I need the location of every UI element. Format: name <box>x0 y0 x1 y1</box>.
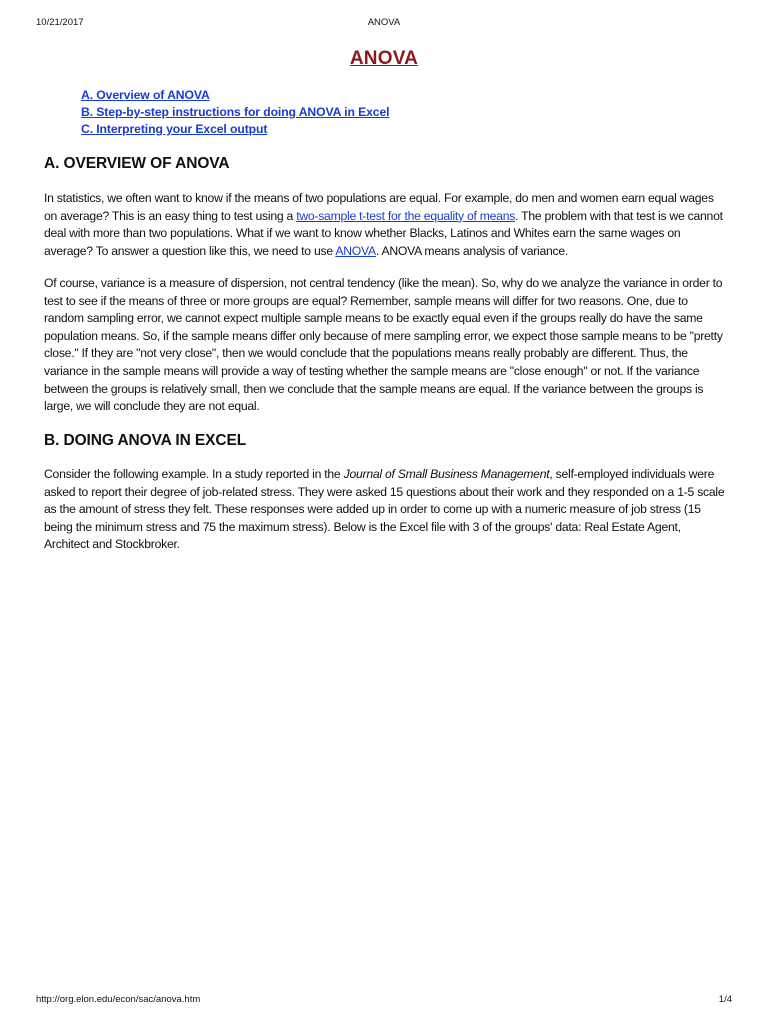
print-date: 10/21/2017 <box>36 17 84 28</box>
print-header-title: ANOVA <box>367 17 401 28</box>
footer-url: http://org.elon.edu/econ/sac/anova.htm <box>36 994 201 1005</box>
section-b-paragraph-1 <box>44 466 726 554</box>
t-test-link[interactable]: two-sample t-test for the equality of means <box>296 208 516 223</box>
text-span: . The problem with that test is we cannot deal with more than two populations. What if we want to know whether Blacks, Latinos and Whites earn the same wages on average? To answer a question like this, we need to use <box>44 208 723 258</box>
page-number: 1/4 <box>718 994 732 1005</box>
section-b-heading: B. DOING ANOVA IN EXCEL <box>44 432 247 449</box>
text-span: . ANOVA means analysis of variance. <box>375 243 569 258</box>
text-span: Consider the following example. In a study reported in the <box>44 467 344 481</box>
text-span: In statistics, we often want to know if the means of two populations are equal. For example, do men and women earn equal wages on average? This is an easy thing to test using a <box>44 191 714 223</box>
table-of-contents <box>81 87 389 138</box>
anova-link[interactable]: ANOVA <box>335 243 376 258</box>
toc-link-interpreting[interactable]: C. Interpreting your Excel output <box>81 122 268 136</box>
toc-link-instructions[interactable]: B. Step-by-step instructions for doing ANOVA in Excel <box>81 105 390 119</box>
text-span: , self-employed individuals were asked to report their degree of job-related stress. They were asked 15 questions about their work and they responded on a 1-5 scale as the amount of stress they felt. These responses were added up in order to come up with a numeric measure of job stress (15 being the minimum stress and 75 the maximum stress). Below is the Excel file with 3 of the groups' data: Real Estate Agent, Architect and Stockbroker. <box>44 467 725 552</box>
page-title: ANOVA <box>349 48 419 69</box>
section-a-paragraph-1 <box>44 190 726 260</box>
section-a-heading: A. OVERVIEW OF ANOVA <box>44 155 230 172</box>
toc-link-overview[interactable]: A. Overview of ANOVA <box>81 88 210 102</box>
section-a-paragraph-2: Of course, variance is a measure of dispersion, not central tendency (like the mean). So, why do we analyze the variance in order to test to see if the means of three or more groups are equal? Remember, sample means will differ for two reasons. One, due to random sampling error, we cannot expect multiple sample means to be exactly equal even if the groups really do have the same population means. So, if the sample means differ only because of mere sampling error, we expect those sample means to be "pretty close." If they are "not very close", then we would conclude that the populations means really probably are different. Thus, the variance in the sample means will provide a way of testing whether the sample means are "close enough" or not. If the variance between the groups is relatively small, then we conclude that the sample means are equal. If the variance between the groups is large, we will conclude they are not equal. <box>44 276 723 414</box>
journal-title: Journal of Small Business Management <box>343 467 550 481</box>
